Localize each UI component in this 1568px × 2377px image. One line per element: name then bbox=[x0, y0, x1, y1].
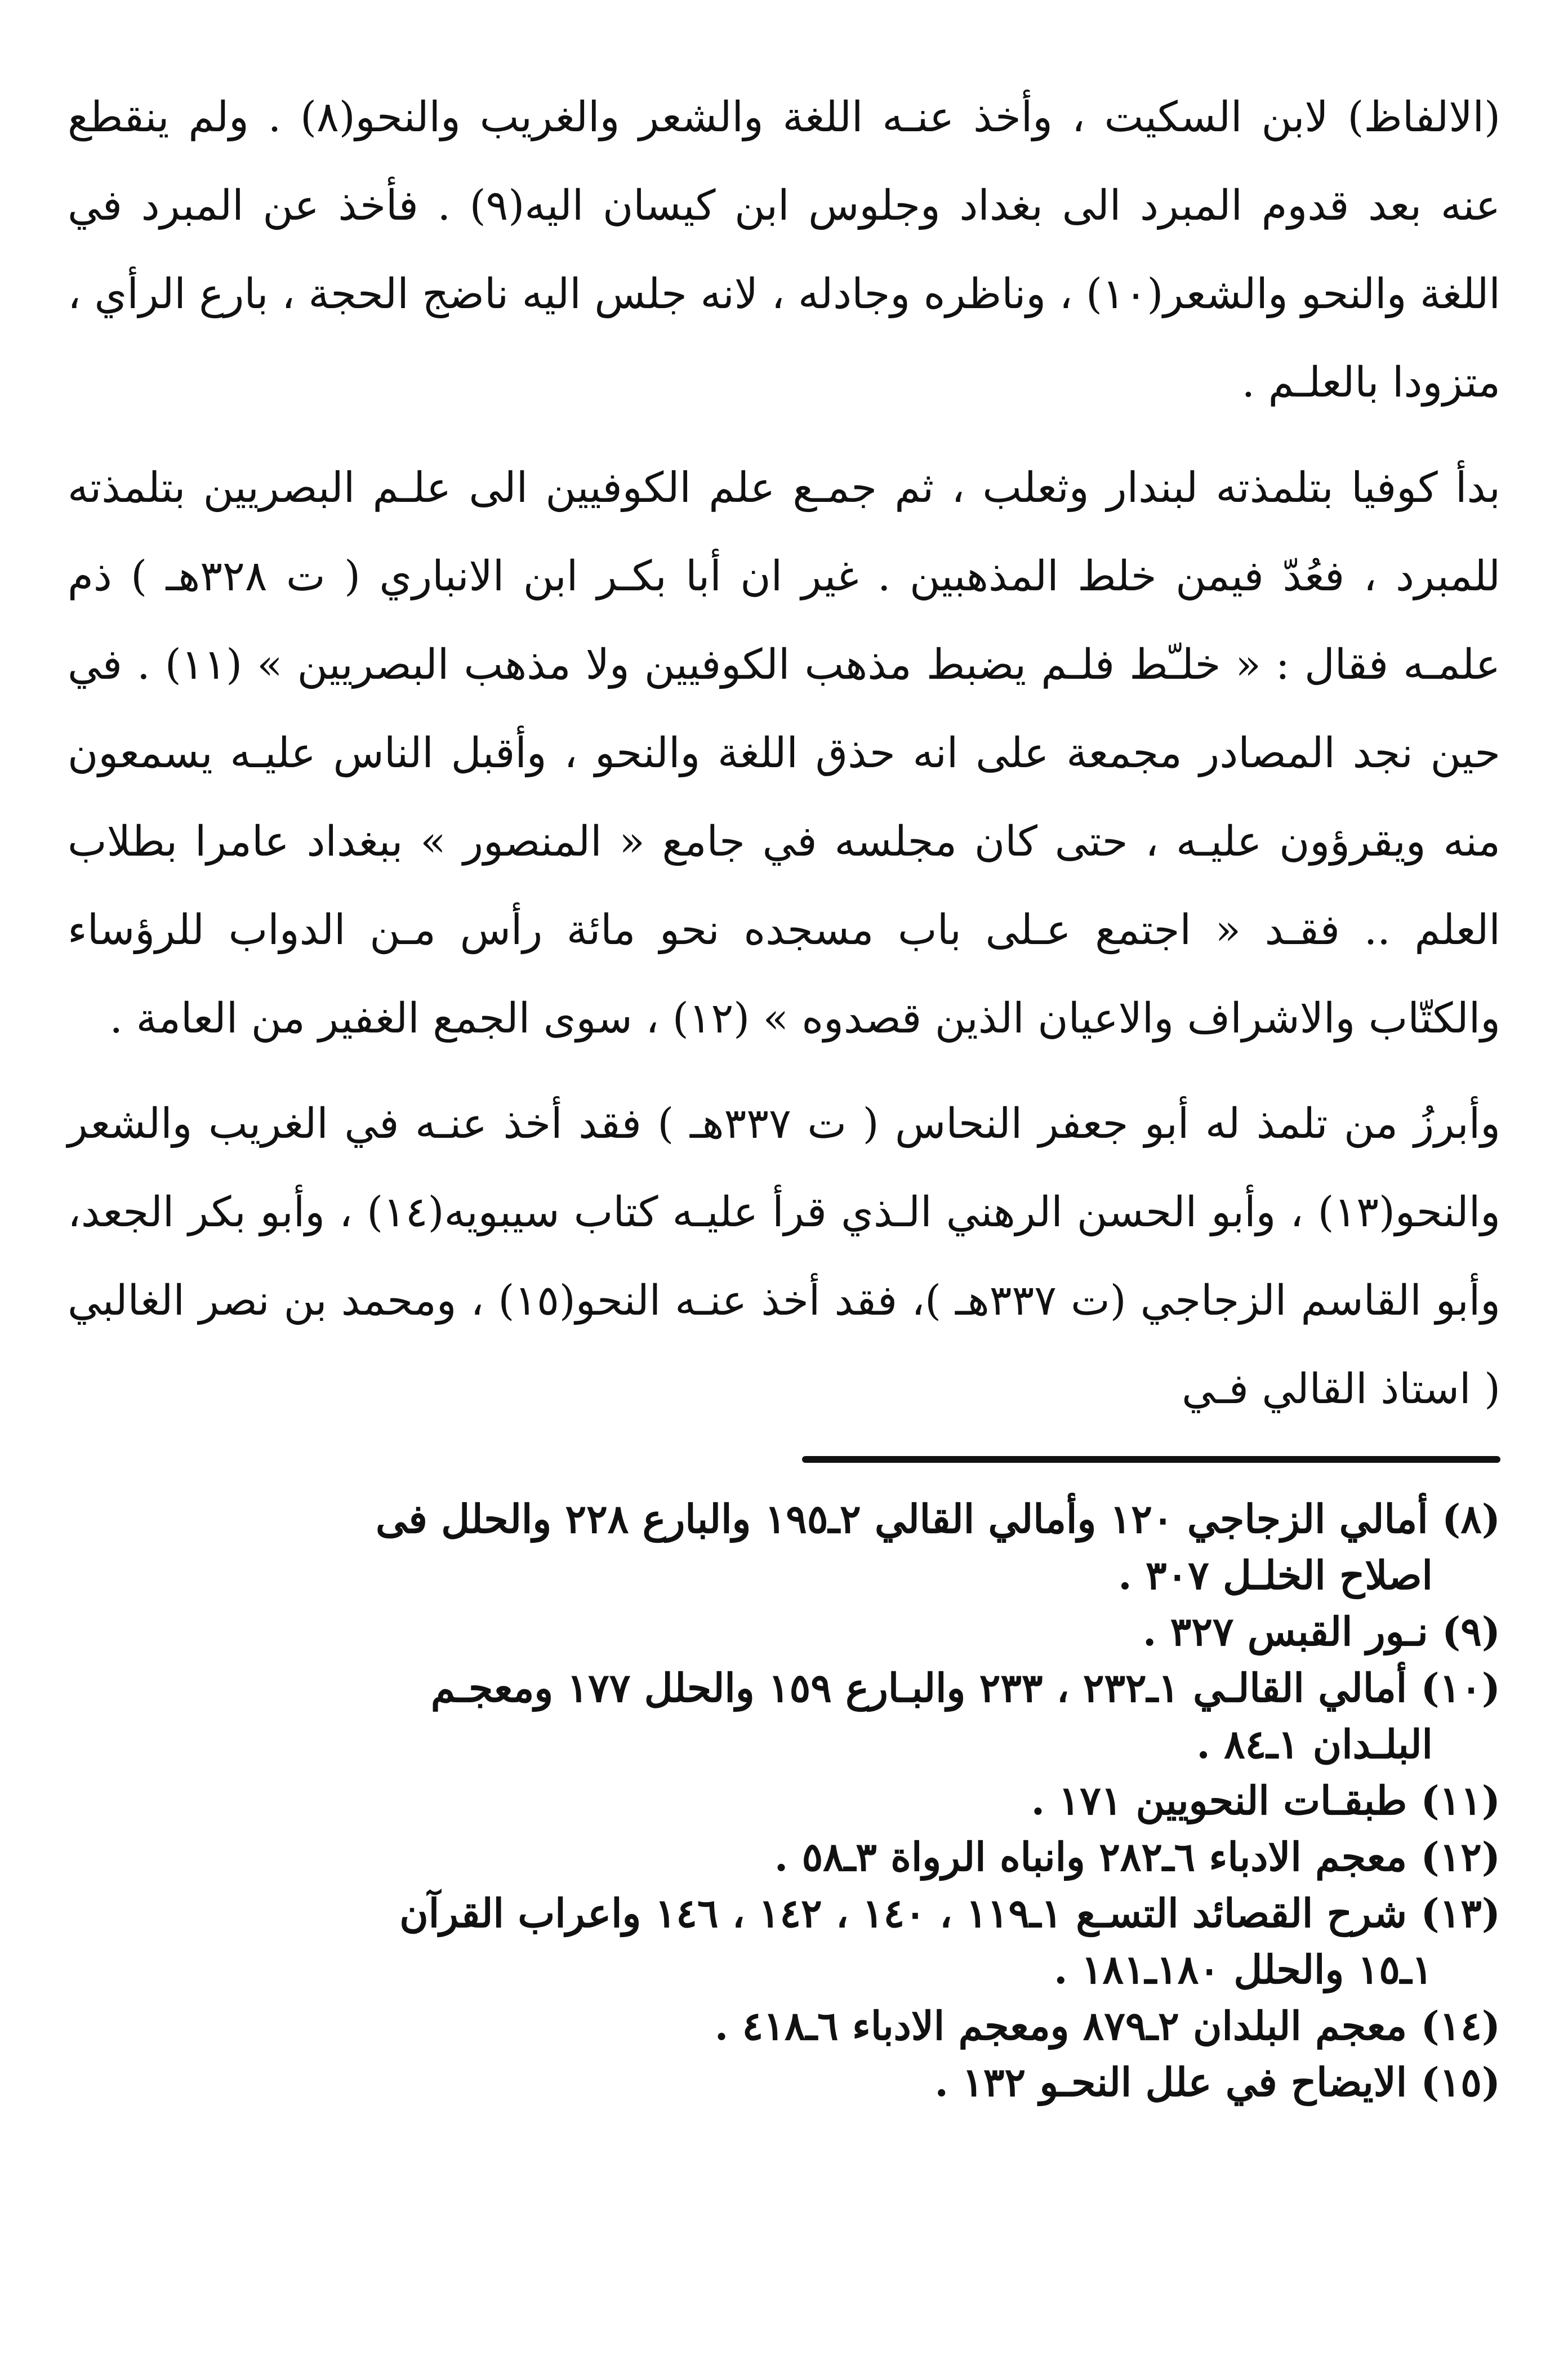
main-text bbox=[68, 73, 1500, 1434]
footnote-text: الايضاح في علل النحـو ١٣٢ . bbox=[934, 2059, 1407, 2106]
footnote-mark: (١٥) bbox=[1420, 2059, 1500, 2106]
footnotes bbox=[68, 1491, 1500, 2111]
footnote-text: نـور القبس ٣٢٧ . bbox=[1142, 1608, 1428, 1655]
footnote-text: طبقـات النحويين ١٧١ . bbox=[1031, 1777, 1407, 1824]
footnote-14 bbox=[68, 1998, 1500, 2054]
footnote-text: أمالي القالـي ١ـ٢٣٢ ، ٢٣٣ والبـارع ١٥٩ والحلل ١٧٧ ومعجـم bbox=[430, 1664, 1407, 1711]
footnote-mark: (٨) bbox=[1442, 1495, 1500, 1542]
footnote-9 bbox=[68, 1604, 1500, 1660]
footnote-text: معجم البلدان ٢ـ٨٧٩ ومعجم الادباء ٦ـ٤١٨ . bbox=[714, 2002, 1407, 2049]
footnote-text: معجم الادباء ٦ـ٢٨٢ وانباه الرواة ٣ـ٥٨ . bbox=[774, 1833, 1407, 1880]
footnote-mark: (١٠) bbox=[1420, 1664, 1500, 1711]
footnote-12 bbox=[68, 1829, 1500, 1885]
footnote-continuation: ١ـ١٥ والحلل ١٨٠ـ١٨١ . bbox=[1054, 1946, 1433, 1993]
paragraph-3: وأبرزُ من تلمذ له أبو جعفر النحاس ( ت ٣٣٧هـ ) فقد أخذ عنـه في الغريب والشعر والنحو(١٣) ، وأبو الحسن الرهني الـذي قرأ عليـه كتاب سيبويه(١٤) ، وأبو بكر الجعد، وأبو القاسم الزجاجي (ت ٣٣٧هـ )، فقد أخذ عنـه النحو(١٥) ، ومحمد بن نصر الغالبي ( استاذ القالي فـي bbox=[68, 1100, 1501, 1413]
footnote-10 bbox=[68, 1660, 1500, 1773]
footnote-mark: (٩) bbox=[1442, 1608, 1500, 1655]
footnote-15 bbox=[68, 2054, 1500, 2111]
footnote-continuation: اصلاح الخلـل ٣٠٧ . bbox=[1118, 1552, 1433, 1599]
footnote-continuation: البلـدان ١ـ٨٤ . bbox=[1196, 1721, 1433, 1768]
footnote-mark: (١١) bbox=[1420, 1777, 1500, 1824]
footnote-mark: (١٣) bbox=[1420, 1890, 1500, 1937]
footnote-11 bbox=[68, 1773, 1500, 1829]
paragraph-2: بدأ كوفيا بتلمذته لبندار وثعلب ، ثم جمـع علم الكوفيين الى علـم البصريين بتلمذته للمبرد ، فعُدّ فيمن خلط المذهبين . غير ان أبا بكـر ابن الانباري ( ت ٣٢٨هـ ) ذم علمـه فقال : « خلـّط فلـم يضبط مذهب الكوفيين ولا مذهب البصريين » (١١) . في حين نجد المصادر مجمعة على انه حذق اللغة والنحو ، وأقبل الناس عليـه يسمعون منه ويقرؤون عليـه ، حتى كان مجلسه في جامع « المنصور » ببغداد عامرا بطلاب العلم .. فقـد « اجتمع عـلى باب مسجده نحو مائة رأس مـن الدواب للرؤساء والكتّاب والاشراف والاعيان الذين قصدوه » (١٢) ، سوى الجمع الغفير من العامة . bbox=[68, 464, 1501, 1043]
footnote-text: شرح القصائد التسـع ١ـ١١٩ ، ١٤٠ ، ١٤٢ ، ١٤٦ واعراب القرآن bbox=[399, 1890, 1407, 1937]
footnote-mark: (١٤) bbox=[1420, 2002, 1500, 2049]
paragraph-1: (الالفاظ) لابن السكيت ، وأخذ عنـه اللغة والشعر والغريب والنحو(٨) . ولم ينقطع عنه بعد قدوم المبرد الى بغداد وجلوس ابن كيسان اليه(٩) . فأخذ عن المبرد في اللغة والنحو والشعر(١٠) ، وناظره وجادله ، لانه جلس اليه ناضج الحجة ، بارع الرأي ، متزودا بالعلـم . bbox=[68, 93, 1500, 407]
footnote-mark: (١٢) bbox=[1420, 1833, 1500, 1880]
footnote-separator bbox=[802, 1456, 1500, 1463]
footnote-8 bbox=[68, 1491, 1500, 1604]
footnote-text: أمالي الزجاجي ١٢٠ وأمالي القالي ٢ـ١٩٥ والبارع ٢٢٨ والحلل فى bbox=[376, 1495, 1428, 1542]
footnote-13 bbox=[68, 1885, 1500, 1998]
